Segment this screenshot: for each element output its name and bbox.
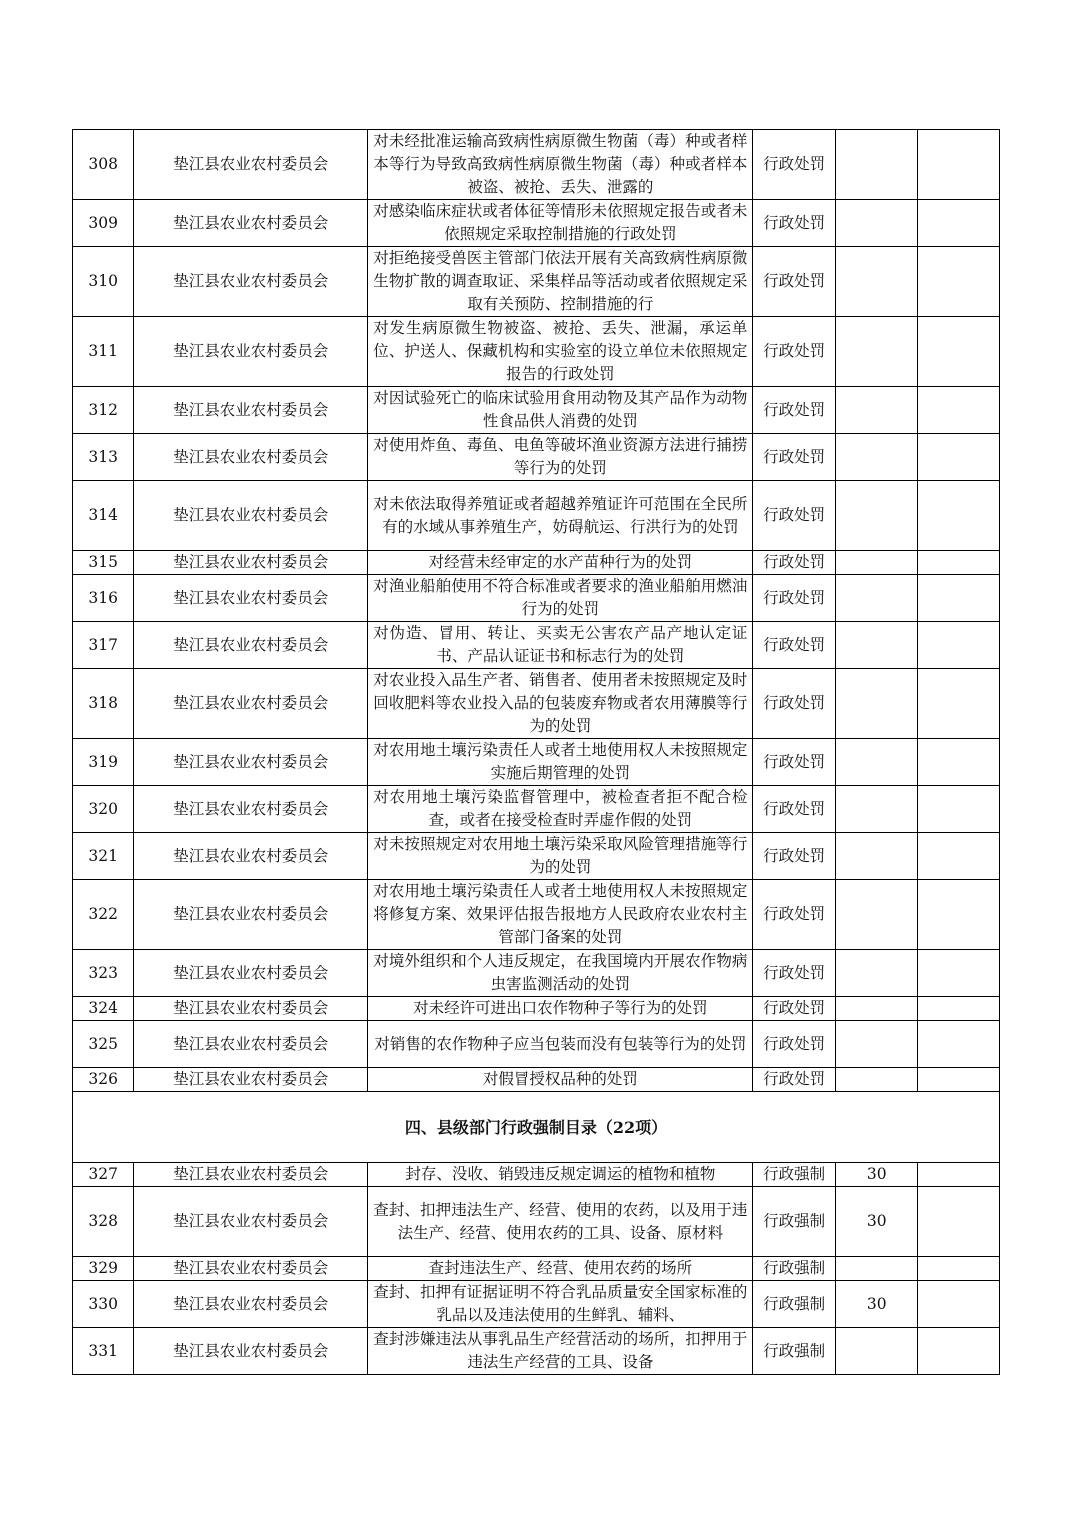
time-limit-cell <box>835 434 918 481</box>
row-number: 312 <box>73 387 134 434</box>
time-limit-cell <box>835 387 918 434</box>
department-cell: 垫江县农业农村委员会 <box>134 880 368 950</box>
time-limit-cell <box>835 1021 918 1068</box>
remark-cell <box>918 1257 1000 1281</box>
table-row <box>73 833 1000 880</box>
department-cell: 垫江县农业农村委员会 <box>134 833 368 880</box>
row-number: 313 <box>73 434 134 481</box>
department-cell: 垫江县农业农村委员会 <box>134 669 368 739</box>
table-row <box>73 247 1000 317</box>
time-limit-cell <box>835 786 918 833</box>
row-number: 308 <box>73 130 134 200</box>
category-cell: 行政处罚 <box>753 880 836 950</box>
row-number: 324 <box>73 997 134 1021</box>
department-cell: 垫江县农业农村委员会 <box>134 739 368 786</box>
table-row <box>73 1328 1000 1375</box>
row-number: 321 <box>73 833 134 880</box>
table-row <box>73 669 1000 739</box>
department-cell: 垫江县农业农村委员会 <box>134 1021 368 1068</box>
category-cell: 行政处罚 <box>753 786 836 833</box>
item-name-cell: 查封、扣押违法生产、经营、使用的农药，以及用于违法生产、经营、使用农药的工具、设备、原材料 <box>368 1187 753 1257</box>
remark-cell <box>918 130 1000 200</box>
row-number: 316 <box>73 575 134 622</box>
time-limit-cell <box>835 247 918 317</box>
row-number: 330 <box>73 1281 134 1328</box>
item-name-cell: 查封违法生产、经营、使用农药的场所 <box>368 1257 753 1281</box>
remark-cell <box>918 317 1000 387</box>
remark-cell <box>918 833 1000 880</box>
category-cell: 行政处罚 <box>753 317 836 387</box>
item-name-cell: 对因试验死亡的临床试验用食用动物及其产品作为动物性食品供人消费的处罚 <box>368 387 753 434</box>
table-row <box>73 200 1000 247</box>
remark-cell <box>918 622 1000 669</box>
table-row <box>73 434 1000 481</box>
department-cell: 垫江县农业农村委员会 <box>134 130 368 200</box>
department-cell: 垫江县农业农村委员会 <box>134 575 368 622</box>
remark-cell <box>918 387 1000 434</box>
table-row <box>73 622 1000 669</box>
department-cell: 垫江县农业农村委员会 <box>134 1328 368 1375</box>
category-cell: 行政处罚 <box>753 669 836 739</box>
row-number: 319 <box>73 739 134 786</box>
row-number: 327 <box>73 1163 134 1187</box>
time-limit-cell <box>835 130 918 200</box>
table-row <box>73 997 1000 1021</box>
table-row <box>73 130 1000 200</box>
table-row <box>73 1187 1000 1257</box>
category-cell: 行政处罚 <box>753 833 836 880</box>
item-name-cell: 查封涉嫌违法从事乳品生产经营活动的场所，扣押用于违法生产经营的工具、设备 <box>368 1328 753 1375</box>
item-name-cell: 对未经许可进出口农作物种子等行为的处罚 <box>368 997 753 1021</box>
remark-cell <box>918 739 1000 786</box>
item-name-cell: 对未经批准运输高致病性病原微生物菌（毒）种或者样本等行为导致高致病性病原微生物菌（毒）种或者样本被盗、被抢、丢失、泄露的 <box>368 130 753 200</box>
remark-cell <box>918 247 1000 317</box>
table-row <box>73 387 1000 434</box>
remark-cell <box>918 997 1000 1021</box>
time-limit-cell <box>835 1068 918 1092</box>
time-limit-cell <box>835 739 918 786</box>
remark-cell <box>918 950 1000 997</box>
category-cell: 行政处罚 <box>753 1021 836 1068</box>
remark-cell <box>918 575 1000 622</box>
category-cell: 行政处罚 <box>753 130 836 200</box>
row-number: 326 <box>73 1068 134 1092</box>
category-cell: 行政处罚 <box>753 434 836 481</box>
row-number: 317 <box>73 622 134 669</box>
category-cell: 行政处罚 <box>753 387 836 434</box>
department-cell: 垫江县农业农村委员会 <box>134 387 368 434</box>
department-cell: 垫江县农业农村委员会 <box>134 950 368 997</box>
document-page <box>72 129 1000 1375</box>
department-cell: 垫江县农业农村委员会 <box>134 1068 368 1092</box>
section-title: 四、县级部门行政强制目录（22项） <box>73 1092 1000 1163</box>
time-limit-cell <box>835 669 918 739</box>
item-name-cell: 对渔业船舶使用不符合标准或者要求的渔业船舶用燃油行为的处罚 <box>368 575 753 622</box>
department-cell: 垫江县农业农村委员会 <box>134 317 368 387</box>
table-row <box>73 950 1000 997</box>
table-row <box>73 786 1000 833</box>
row-number: 328 <box>73 1187 134 1257</box>
time-limit-cell: 30 <box>835 1163 918 1187</box>
remark-cell <box>918 669 1000 739</box>
table-row <box>73 551 1000 575</box>
item-name-cell: 封存、没收、销毁违反规定调运的植物和植物 <box>368 1163 753 1187</box>
row-number: 320 <box>73 786 134 833</box>
item-name-cell: 查封、扣押有证据证明不符合乳品质量安全国家标准的乳品以及违法使用的生鲜乳、辅料、 <box>368 1281 753 1328</box>
remark-cell <box>918 1068 1000 1092</box>
category-cell: 行政处罚 <box>753 247 836 317</box>
remark-cell <box>918 1281 1000 1328</box>
department-cell: 垫江县农业农村委员会 <box>134 786 368 833</box>
time-limit-cell <box>835 833 918 880</box>
department-cell: 垫江县农业农村委员会 <box>134 1257 368 1281</box>
time-limit-cell <box>835 950 918 997</box>
category-cell: 行政强制 <box>753 1328 836 1375</box>
category-cell: 行政处罚 <box>753 622 836 669</box>
time-limit-cell <box>835 997 918 1021</box>
time-limit-cell <box>835 622 918 669</box>
category-cell: 行政处罚 <box>753 481 836 551</box>
department-cell: 垫江县农业农村委员会 <box>134 997 368 1021</box>
section-header-block <box>73 1092 1000 1163</box>
time-limit-cell <box>835 880 918 950</box>
remark-cell <box>918 786 1000 833</box>
item-name-cell: 对销售的农作物种子应当包装而没有包装等行为的处罚 <box>368 1021 753 1068</box>
item-name-cell: 对经营未经审定的水产苗种行为的处罚 <box>368 551 753 575</box>
item-name-cell: 对境外组织和个人违反规定，在我国境内开展农作物病虫害监测活动的处罚 <box>368 950 753 997</box>
category-cell: 行政强制 <box>753 1187 836 1257</box>
department-cell: 垫江县农业农村委员会 <box>134 434 368 481</box>
time-limit-cell <box>835 1257 918 1281</box>
table-row <box>73 481 1000 551</box>
time-limit-cell <box>835 481 918 551</box>
item-name-cell: 对发生病原微生物被盗、被抢、丢失、泄漏，承运单位、护送人、保藏机构和实验室的设立单位未依照规定报告的行政处罚 <box>368 317 753 387</box>
table-row <box>73 739 1000 786</box>
item-name-cell: 对伪造、冒用、转让、买卖无公害农产品产地认定证书、产品认证证书和标志行为的处罚 <box>368 622 753 669</box>
table-row <box>73 1281 1000 1328</box>
table-row <box>73 1163 1000 1187</box>
row-number: 331 <box>73 1328 134 1375</box>
category-cell: 行政处罚 <box>753 997 836 1021</box>
time-limit-cell <box>835 551 918 575</box>
time-limit-cell <box>835 317 918 387</box>
category-cell: 行政处罚 <box>753 950 836 997</box>
table-row <box>73 880 1000 950</box>
table-row <box>73 1021 1000 1068</box>
table-row <box>73 575 1000 622</box>
item-name-cell: 对拒绝接受兽医主管部门依法开展有关高致病性病原微生物扩散的调查取证、采集样品等活动或者依照规定采取有关预防、控制措施的行 <box>368 247 753 317</box>
department-cell: 垫江县农业农村委员会 <box>134 1187 368 1257</box>
row-number: 310 <box>73 247 134 317</box>
item-name-cell: 对未依法取得养殖证或者超越养殖证许可范围在全民所有的水域从事养殖生产，妨碍航运、行洪行为的处罚 <box>368 481 753 551</box>
category-cell: 行政强制 <box>753 1163 836 1187</box>
category-cell: 行政处罚 <box>753 739 836 786</box>
item-name-cell: 对假冒授权品种的处罚 <box>368 1068 753 1092</box>
remark-cell <box>918 481 1000 551</box>
item-name-cell: 对未按照规定对农用地土壤污染采取风险管理措施等行为的处罚 <box>368 833 753 880</box>
item-name-cell: 对农业投入品生产者、销售者、使用者未按照规定及时回收肥料等农业投入品的包装废弃物或者农用薄膜等行为的处罚 <box>368 669 753 739</box>
row-number: 323 <box>73 950 134 997</box>
remark-cell <box>918 880 1000 950</box>
remark-cell <box>918 1021 1000 1068</box>
remark-cell <box>918 1187 1000 1257</box>
row-number: 322 <box>73 880 134 950</box>
enforcement-rows <box>73 1163 1000 1375</box>
department-cell: 垫江县农业农村委员会 <box>134 200 368 247</box>
remark-cell <box>918 1328 1000 1375</box>
row-number: 314 <box>73 481 134 551</box>
department-cell: 垫江县农业农村委员会 <box>134 1163 368 1187</box>
item-name-cell: 对使用炸鱼、毒鱼、电鱼等破坏渔业资源方法进行捕捞等行为的处罚 <box>368 434 753 481</box>
time-limit-cell: 30 <box>835 1281 918 1328</box>
remark-cell <box>918 1163 1000 1187</box>
category-cell: 行政处罚 <box>753 551 836 575</box>
table-row <box>73 317 1000 387</box>
category-cell: 行政处罚 <box>753 200 836 247</box>
remark-cell <box>918 200 1000 247</box>
category-cell: 行政处罚 <box>753 575 836 622</box>
item-name-cell: 对感染临床症状或者体征等情形未依照规定报告或者未依照规定采取控制措施的行政处罚 <box>368 200 753 247</box>
remark-cell <box>918 551 1000 575</box>
department-cell: 垫江县农业农村委员会 <box>134 247 368 317</box>
item-name-cell: 对农用地土壤污染责任人或者土地使用权人未按照规定实施后期管理的处罚 <box>368 739 753 786</box>
table-row <box>73 1068 1000 1092</box>
section-header-row <box>73 1092 1000 1163</box>
category-cell: 行政强制 <box>753 1257 836 1281</box>
table-row <box>73 1257 1000 1281</box>
row-number: 315 <box>73 551 134 575</box>
item-name-cell: 对农用地土壤污染责任人或者土地使用权人未按照规定将修复方案、效果评估报告报地方人民政府农业农村主管部门备案的处罚 <box>368 880 753 950</box>
remark-cell <box>918 434 1000 481</box>
row-number: 318 <box>73 669 134 739</box>
department-cell: 垫江县农业农村委员会 <box>134 1281 368 1328</box>
catalog-table <box>72 129 1000 1375</box>
time-limit-cell <box>835 1328 918 1375</box>
category-cell: 行政处罚 <box>753 1068 836 1092</box>
time-limit-cell <box>835 200 918 247</box>
row-number: 329 <box>73 1257 134 1281</box>
row-number: 309 <box>73 200 134 247</box>
time-limit-cell <box>835 575 918 622</box>
category-cell: 行政强制 <box>753 1281 836 1328</box>
item-name-cell: 对农用地土壤污染监督管理中，被检查者拒不配合检查，或者在接受检查时弄虚作假的处罚 <box>368 786 753 833</box>
department-cell: 垫江县农业农村委员会 <box>134 622 368 669</box>
row-number: 325 <box>73 1021 134 1068</box>
penalty-rows <box>73 130 1000 1092</box>
time-limit-cell: 30 <box>835 1187 918 1257</box>
department-cell: 垫江县农业农村委员会 <box>134 481 368 551</box>
row-number: 311 <box>73 317 134 387</box>
department-cell: 垫江县农业农村委员会 <box>134 551 368 575</box>
